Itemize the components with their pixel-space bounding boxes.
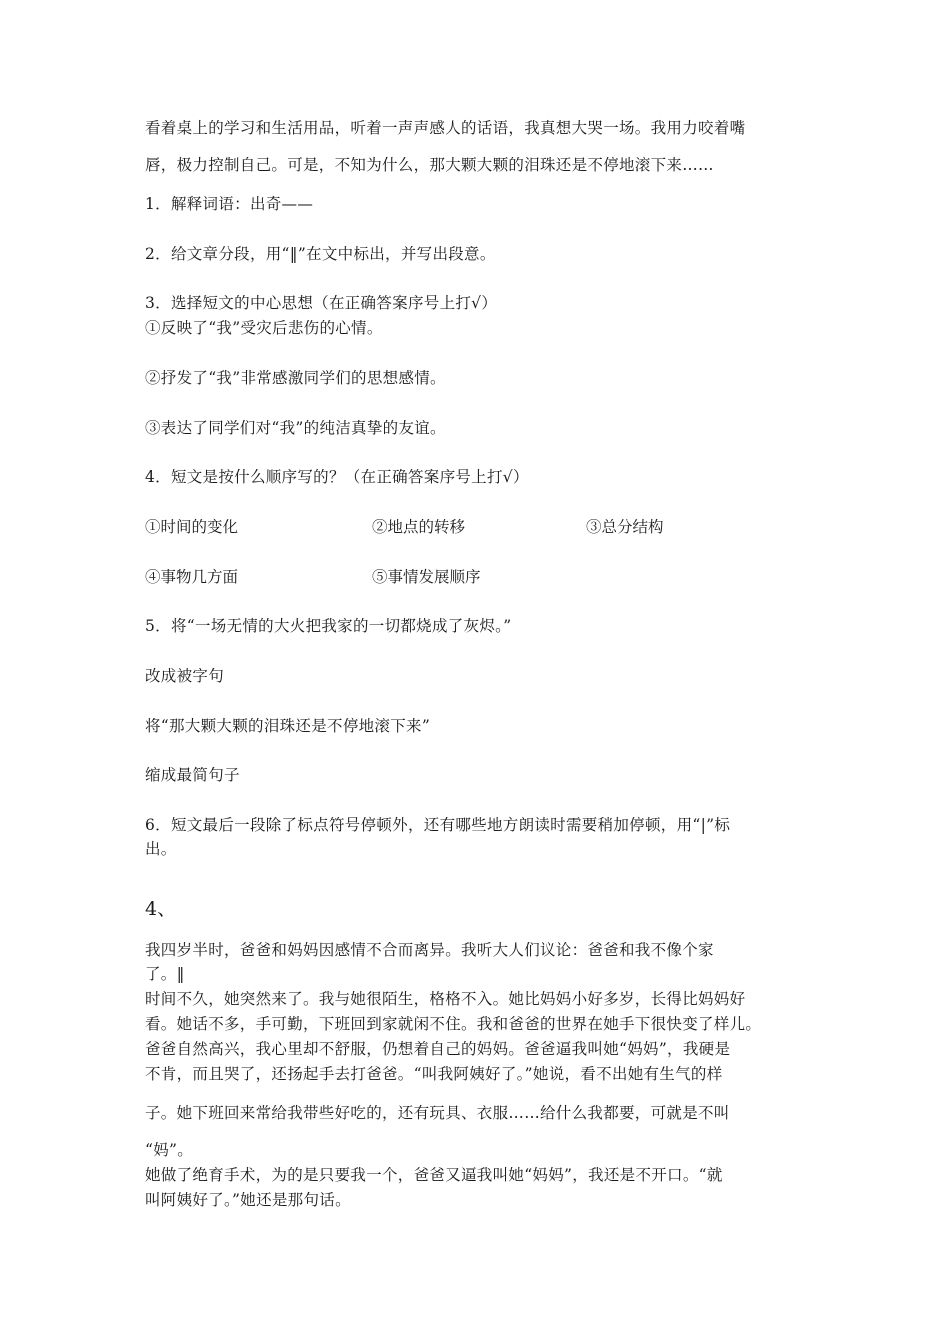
question-4-option-3: ③总分结构 [586,518,664,536]
question-6-line: 6．短文最后一段除了标点符号停顿外，还有哪些地方朗读时需要稍加停顿，用“|”标 [145,816,731,834]
question-6-line: 出。 [145,840,177,858]
story-line: 子。她下班回来常给我带些好吃的，还有玩具、衣服……给什么我都要，可就是不叫 [145,1104,730,1122]
section-heading: 4、 [145,898,177,920]
question-3-option-1: ①反映了“我”受灾后悲伤的心情。 [145,319,383,337]
question-5-line: 将“那大颗大颗的泪珠还是不停地滚下来” [145,717,431,735]
question-5-line: 5．将“一场无情的大火把我家的一切都烧成了灰烬。” [145,617,512,635]
story-line: 不肯，而且哭了，还扬起手去打爸爸。“叫我阿姨好了。”她说，看不出她有生气的样 [145,1065,723,1083]
question-3-stem: 3．选择短文的中心思想（在正确答案序号上打√） [145,294,498,312]
question-5-line: 缩成最简句子 [145,766,240,784]
question-4-option-4: ④事物几方面 [145,568,239,586]
question-5-line: 改成被字句 [145,667,225,685]
question-4-option-5: ⑤事情发展顺序 [372,568,481,586]
story-line: 看。她话不多，手可勤，下班回到家就闲不住。我和爸爸的世界在她手下很快变了样儿。 [145,1015,762,1033]
question-4-option-2: ②地点的转移 [372,518,466,536]
story-line: 了。‖ [145,965,185,983]
question-3-option-3: ③表达了同学们对“我”的纯洁真挚的友谊。 [145,419,446,437]
story-line: 叫阿姨好了。”她还是那句话。 [145,1191,351,1209]
question-1: 1．解释词语：出奇—— [145,195,314,213]
story-line: “妈”。 [145,1141,194,1159]
paragraph-line: 看着桌上的学习和生活用品，听着一声声感人的话语，我真想大哭一场。我用力咬着嘴 [145,119,746,137]
paragraph-line: 唇，极力控制自己。可是，不知为什么，那大颗大颗的泪珠还是不停地滚下来…… [145,156,714,174]
story-line: 爸爸自然高兴，我心里却不舒服，仍想着自己的妈妈。爸爸逼我叫她“妈妈”，我硬是 [145,1040,731,1058]
question-4-option-1: ①时间的变化 [145,518,239,536]
question-4-stem: 4．短文是按什么顺序写的？（在正确答案序号上打√） [145,468,529,486]
question-3-option-2: ②抒发了“我”非常感激同学们的思想感情。 [145,369,446,387]
story-line: 她做了绝育手术，为的是只要我一个，爸爸又逼我叫她“妈妈”，我还是不开口。“就 [145,1166,723,1184]
story-line: 我四岁半时，爸爸和妈妈因感情不合而离异。我听大人们议论：爸爸和我不像个家 [145,941,714,959]
story-line: 时间不久，她突然来了。我与她很陌生，格格不入。她比妈妈小好多岁，长得比妈妈好 [145,990,746,1008]
question-2: 2．给文章分段，用“‖”在文中标出，并写出段意。 [145,245,496,263]
